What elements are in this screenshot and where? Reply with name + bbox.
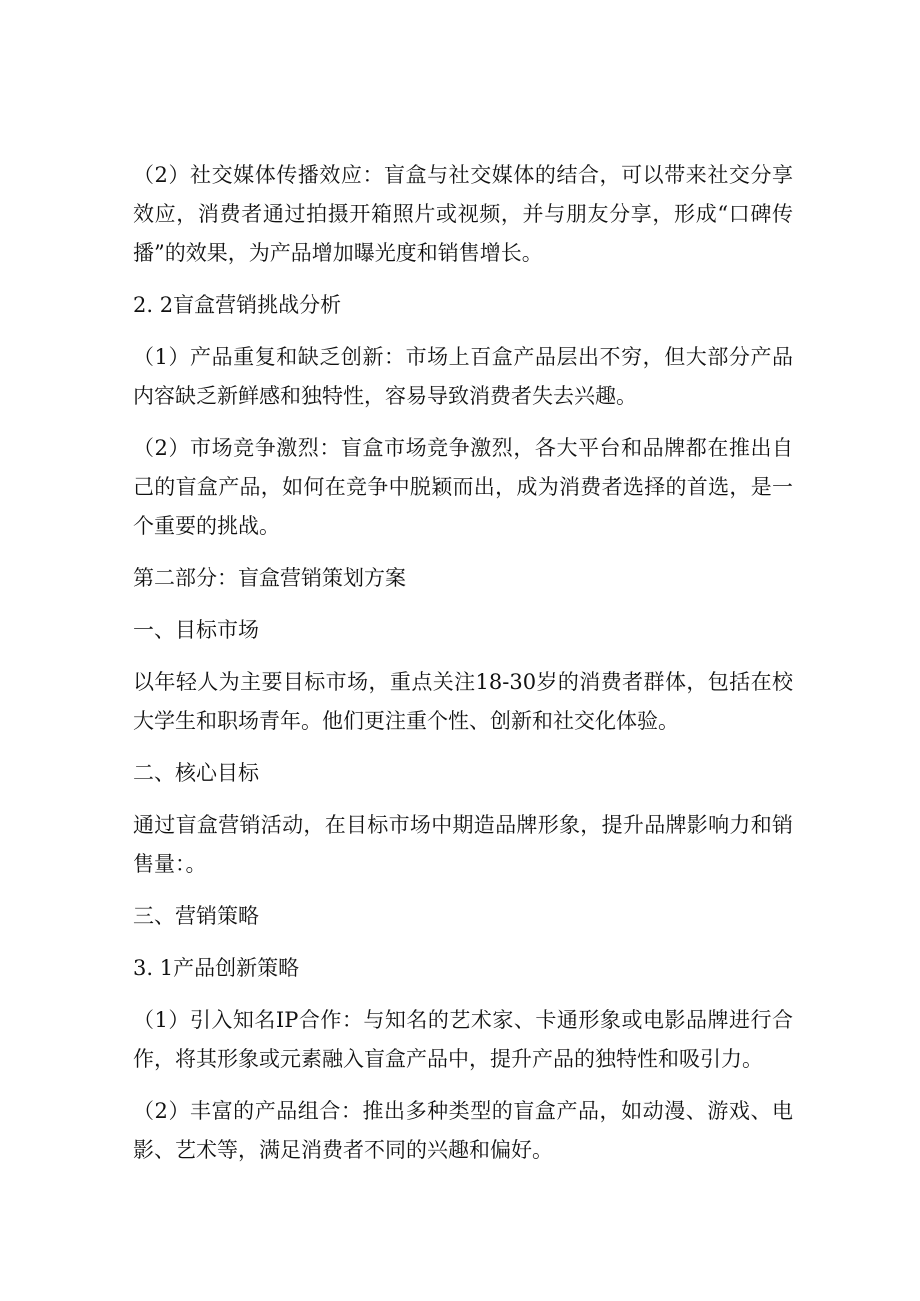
section-heading-strategy: 三、营销策略 (133, 904, 259, 928)
paragraph-social-media-effect: （2）社交媒体传播效应：盲盒与社交媒体的结合，可以带来社交分享效应，消费者通过拍摄开箱照片或视频，并与朋友分享，形成“口碑传播”的效果，为产品增加曝光度和销售增长。 (133, 163, 793, 265)
section-heading-target-market: 一、目标市场 (133, 618, 259, 642)
paragraph-product-portfolio: （2）丰富的产品组合：推出多种类型的盲盒产品，如动漫、游戏、电影、艺术等，满足消费者不同的兴趣和偏好。 (133, 1099, 793, 1162)
section-heading-core-goal: 二、核心目标 (133, 761, 259, 785)
paragraph-target-market: 以年轻人为主要目标市场，重点关注18-30岁的消费者群体，包括在校大学生和职场青年。他们更注重个性、创新和社交化体验。 (133, 670, 793, 733)
paragraph-market-competition: （2）市场竞争激烈：盲盒市场竞争激烈，各大平台和品牌都在推出自己的盲盒产品，如何在竞争中脱颖而出，成为消费者选择的首选，是一个重要的挑战。 (133, 436, 793, 538)
section-heading-2-2: 2. 2盲盒营销挑战分析 (133, 293, 342, 317)
paragraph-product-repetition: （1）产品重复和缺乏创新：市场上百盒产品层出不穷，但大部分产品内容缺乏新鲜感和独特性，容易导致消费者失去兴趣。 (133, 345, 793, 408)
part-heading-2: 第二部分：盲盒营销策划方案 (133, 566, 406, 590)
document-body (133, 156, 793, 1183)
paragraph-core-goal: 通过盲盒营销活动，在目标市场中期造品牌形象，提升品牌影响力和销售量：。 (133, 813, 793, 876)
section-heading-3-1: 3. 1产品创新策略 (133, 956, 300, 980)
paragraph-ip-cooperation: （1）引入知名IP合作：与知名的艺术家、卡通形象或电影品牌进行合作，将其形象或元素融入盲盒产品中，提升产品的独特性和吸引力。 (133, 1008, 793, 1071)
